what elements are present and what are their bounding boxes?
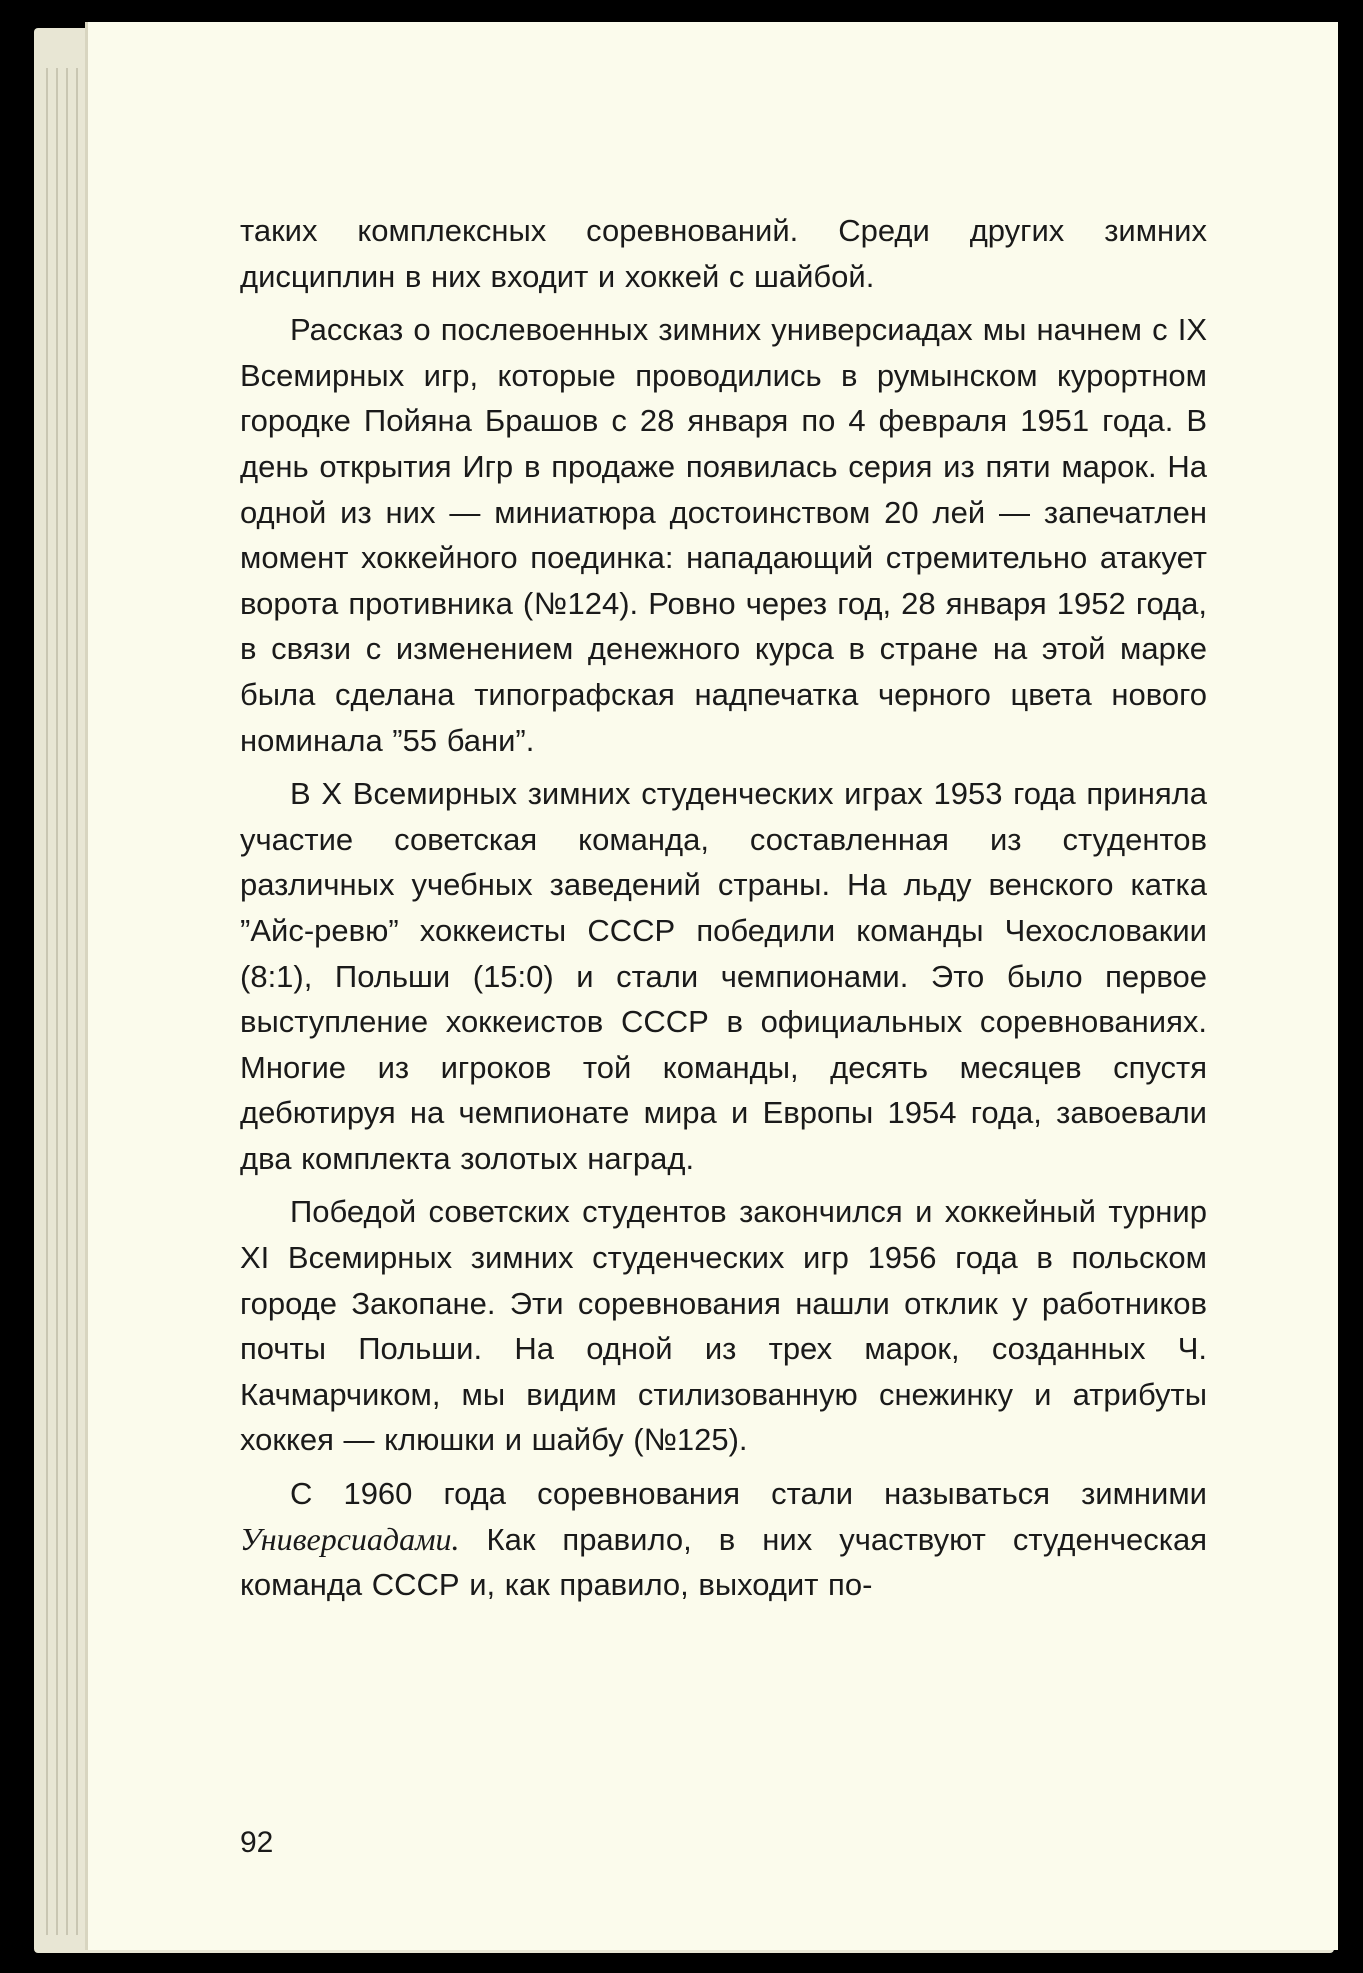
page-edge [46,68,48,1935]
paragraph [240,1471,1207,1608]
paragraph-text: С 1960 года соревнования стали называться зимними [290,1476,1207,1512]
paragraph-text: Как правило, в них участвуют студенческая команда СССР и, как правило, выходит по- [240,1521,1207,1603]
paragraph: таких комплексных соревнований. Среди других зимних дисциплин в них входит и хоккей с шайбой. [240,213,1207,294]
paragraph: В X Всемирных зимних студенческих играх 1953 года приняла участие советская команда, составленная из студентов различных учебных заведений страны. На льду венского катка ”Айс-ревю” хоккеисты СССР победили команды Чехословакии (8:1), Польши (15:0) и стали чемпионами. Это было первое выступление хоккеистов СССР в официальных соревнованиях. Многие из игроков той команды, десять месяцев спустя дебютируя на чемпионате мира и Европы 1954 года, завоевали два комплекта золотых наград. [240,776,1207,1176]
paragraph: Победой советских студентов закончился и хоккейный турнир XI Всемирных зимних студенческих игр 1956 года в польском городе Закопане. Эти соревнования нашли отклик у работников почты Польши. На одной из трех марок, созданных Ч. Качмарчиком, мы видим стилизованную снежинку и атрибуты хоккея — клюшки и шайбу (№125). [240,1194,1207,1458]
page-edge [66,68,68,1935]
page-body-text [240,208,1207,1608]
italic-term: Универсиадами. [240,1520,460,1557]
page-number: 92 [240,1826,274,1859]
book-page [88,22,1338,1950]
page-edge [76,68,78,1935]
paragraph: Рассказ о послевоенных зимних универсиадах мы начнем с IX Всемирных игр, которые проводились в румынском курортном городке Пойяна Брашов с 28 января по 4 февраля 1951 года. В день открытия Игр в продаже появилась серия из пяти марок. На одной из них — миниатюра достоинством 20 лей — запечатлен момент хоккейного поединка: нападающий стремительно атакует ворота противника (№124). Ровно через год, 28 января 1952 года, в связи с изменением денежного курса в стране на этой марке была сделана типографская надпечатка черного цвета нового номинала ”55 бани”. [240,312,1207,758]
page-edge [56,68,58,1935]
